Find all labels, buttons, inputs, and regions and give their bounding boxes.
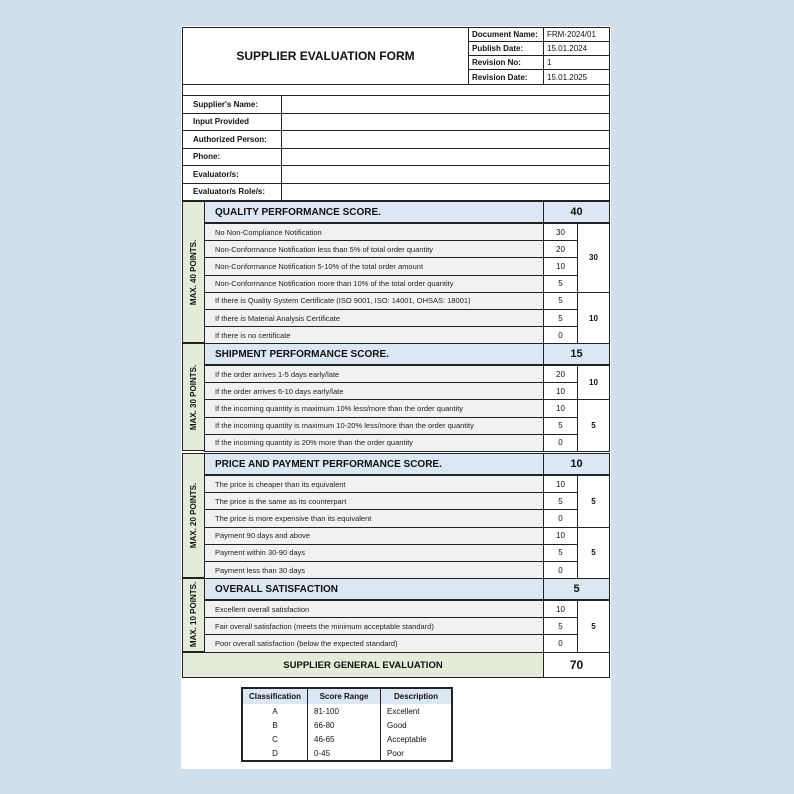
meta-key-revision-no: Revision No: (468, 55, 544, 70)
info-label: Input Provided (182, 113, 282, 132)
section-max-points: MAX. 40 POINTS. (189, 239, 199, 305)
section-max-points: MAX. 10 POINTS. (189, 582, 199, 648)
criterion-text: If the incoming quantity is 20% more than the order quantity (204, 434, 544, 452)
info-label: Evaluator/s: (182, 165, 282, 184)
section-title: QUALITY PERFORMANCE SCORE. (204, 201, 544, 223)
legend-description: Good (381, 718, 453, 732)
meta-value-publish-date: 15.01.2024 (543, 41, 610, 56)
legend-header-description: Description (381, 688, 453, 704)
evaluation-sheet (181, 26, 611, 769)
section-score: 5 (543, 578, 610, 600)
legend-row (242, 746, 452, 761)
section-side-label (182, 578, 205, 652)
info-value-field[interactable] (281, 113, 610, 132)
info-value-field[interactable] (281, 165, 610, 184)
legend-row (242, 718, 452, 732)
meta-key-document-name: Document Name: (468, 27, 544, 42)
criterion-text: No Non-Compliance Notification (204, 223, 544, 241)
criterion-points[interactable]: 10 (543, 257, 578, 275)
criterion-text: The price is the same as its counterpart (204, 492, 544, 510)
legend-class: C (272, 734, 278, 744)
criterion-text: Fair overall satisfaction (meets the minimum acceptable standard) (204, 617, 544, 635)
criterion-text: If the incoming quantity is maximum 10% less/more than the order quantity (204, 399, 544, 417)
criterion-points[interactable]: 0 (543, 434, 578, 452)
criterion-points[interactable]: 5 (543, 417, 578, 435)
general-evaluation-score: 70 (543, 652, 610, 678)
criterion-text: The price is cheaper than its equivalent (204, 475, 544, 493)
legend-header-score-range: Score Range (308, 688, 381, 704)
info-label: Authorized Person: (182, 130, 282, 149)
legend-range: 81-100 (308, 704, 381, 718)
group-subtotal: 5 (577, 399, 610, 452)
info-label: Phone: (182, 148, 282, 167)
section-score: 15 (543, 343, 610, 365)
general-evaluation-label: SUPPLIER GENERAL EVALUATION (182, 652, 544, 678)
criterion-text: If there is no certificate (204, 326, 544, 344)
section-side-label (182, 453, 205, 578)
info-value-field[interactable] (281, 130, 610, 149)
criterion-points[interactable]: 5 (543, 544, 578, 562)
meta-value-revision-no: 1 (543, 55, 610, 70)
section-title: OVERALL SATISFACTION (204, 578, 544, 600)
criterion-text: The price is more expensive than its equivalent (204, 509, 544, 527)
criterion-text: Payment less than 30 days (204, 561, 544, 579)
criterion-points[interactable]: 10 (543, 527, 578, 545)
criterion-points[interactable]: 20 (543, 240, 578, 258)
legend-range: 0-45 (308, 746, 381, 761)
criterion-points[interactable]: 0 (543, 326, 578, 344)
legend-class: D (272, 748, 278, 758)
meta-key-publish-date: Publish Date: (468, 41, 544, 56)
info-value-field[interactable] (281, 148, 610, 167)
criterion-text: Non-Conformance Notification more than 10% of the total order quantity (204, 275, 544, 293)
legend-description: Excellent (381, 704, 453, 718)
legend-class: B (272, 720, 278, 730)
criterion-points[interactable]: 10 (543, 399, 578, 417)
criterion-points[interactable]: 10 (543, 600, 578, 618)
criterion-text: Excellent overall satisfaction (204, 600, 544, 618)
info-label: Supplier's Name: (182, 95, 282, 114)
group-subtotal: 10 (577, 292, 610, 345)
legend-range: 46-65 (308, 732, 381, 746)
section-title: PRICE AND PAYMENT PERFORMANCE SCORE. (204, 453, 544, 475)
criterion-points[interactable]: 0 (543, 634, 578, 652)
info-value-field[interactable] (281, 95, 610, 114)
meta-key-revision-date: Revision Date: (468, 69, 544, 85)
meta-value-revision-date: 15.01.2025 (543, 69, 610, 85)
criterion-text: If there is Quality System Certificate (ISO 9001, ISO: 14001, OHSAS: 18001) (204, 292, 544, 310)
criterion-points[interactable]: 20 (543, 365, 578, 383)
group-subtotal: 5 (577, 527, 610, 580)
criterion-text: Payment within 30-90 days (204, 544, 544, 562)
form-title: SUPPLIER EVALUATION FORM (182, 27, 469, 85)
criterion-points[interactable]: 0 (543, 509, 578, 527)
criterion-text: Payment 90 days and above (204, 527, 544, 545)
legend-header-classification: Classification (242, 688, 308, 704)
criterion-text: Non-Conformance Notification 5-10% of the total order amount (204, 257, 544, 275)
criterion-points[interactable]: 5 (543, 292, 578, 310)
section-max-points: MAX. 20 POINTS. (189, 482, 199, 549)
criterion-text: Poor overall satisfaction (below the expected standard) (204, 634, 544, 652)
section-title: SHIPMENT PERFORMANCE SCORE. (204, 343, 544, 365)
section-score: 40 (543, 201, 610, 223)
legend-description: Poor (381, 746, 453, 761)
criterion-text: If the order arrives 1-5 days early/late (204, 365, 544, 383)
criterion-points[interactable]: 5 (543, 492, 578, 510)
legend-class: A (272, 706, 278, 716)
meta-value-document-name: FRM-2024/01 (543, 27, 610, 42)
legend-range: 66-80 (308, 718, 381, 732)
info-label: Evaluator/s Role/s: (182, 183, 282, 202)
group-subtotal: 5 (577, 475, 610, 528)
criterion-text: If the incoming quantity is maximum 10-20% less/more than the order quantity (204, 417, 544, 435)
criterion-text: Non-Conformance Notification less than 5% of total order quantity (204, 240, 544, 258)
legend-description: Acceptable (381, 732, 453, 746)
criterion-text: If the order arrives 6-10 days early/late (204, 382, 544, 400)
criterion-points[interactable]: 5 (543, 617, 578, 635)
criterion-points[interactable]: 5 (543, 309, 578, 327)
criterion-points[interactable]: 30 (543, 223, 578, 241)
criterion-text: If there is Material Analysis Certificate (204, 309, 544, 327)
section-score: 10 (543, 453, 610, 475)
legend-row (242, 732, 452, 746)
group-subtotal: 10 (577, 365, 610, 400)
section-side-label (182, 343, 205, 451)
group-subtotal: 30 (577, 223, 610, 293)
section-side-label (182, 201, 205, 343)
criterion-points[interactable]: 10 (543, 475, 578, 493)
section-max-points: MAX. 30 POINTS. (189, 364, 199, 430)
group-subtotal: 5 (577, 600, 610, 653)
legend-row (242, 704, 452, 718)
criterion-points[interactable]: 0 (543, 561, 578, 579)
info-value-field[interactable] (281, 183, 610, 202)
criterion-points[interactable]: 10 (543, 382, 578, 400)
criterion-points[interactable]: 5 (543, 275, 578, 293)
classification-legend (241, 687, 453, 762)
